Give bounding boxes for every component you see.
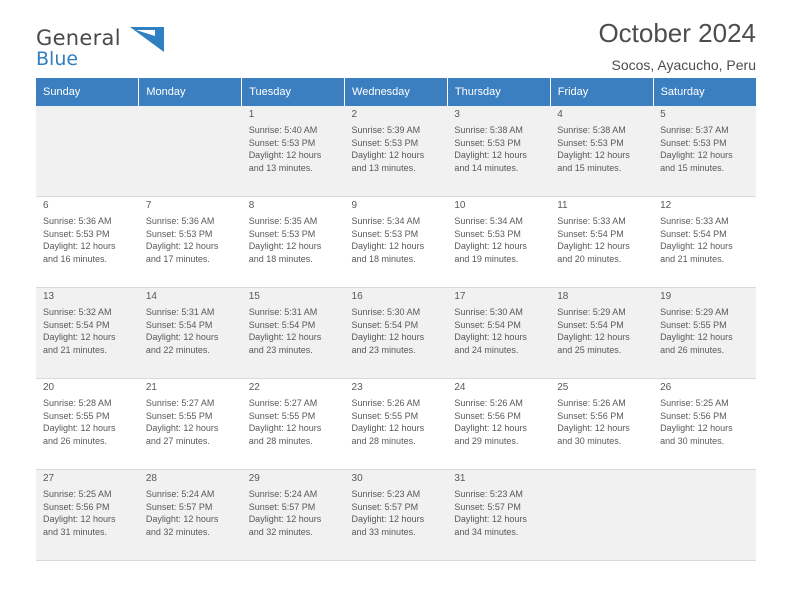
day-detail-line: Sunrise: 5:36 AM	[145, 216, 215, 227]
day-detail-line: Sunset: 5:54 PM	[660, 228, 727, 239]
day-detail-line: and 21 minutes.	[660, 253, 725, 264]
weekday-header-saturday: Saturday	[653, 78, 756, 106]
day-detail-line: and 28 minutes.	[248, 435, 313, 446]
day-number: 3	[454, 109, 460, 120]
day-detail-line: and 29 minutes.	[454, 435, 519, 446]
calendar-day-cell[interactable]	[36, 197, 139, 288]
day-detail-line: and 25 minutes.	[557, 344, 622, 355]
day-detail-line: Sunrise: 5:36 AM	[43, 216, 112, 227]
day-detail-line: Sunset: 5:53 PM	[248, 137, 316, 148]
page-header	[36, 0, 756, 72]
day-detail-line: and 15 minutes.	[557, 162, 622, 173]
day-detail-line: and 28 minutes.	[351, 435, 416, 446]
calendar-day-cell[interactable]	[36, 470, 139, 561]
day-detail-line: Sunset: 5:57 PM	[248, 501, 316, 512]
day-detail-line: Sunset: 5:53 PM	[454, 228, 521, 239]
day-detail-line: Sunrise: 5:24 AM	[145, 489, 215, 500]
day-detail-line: Daylight: 12 hours	[248, 241, 322, 252]
day-detail-line: Sunrise: 5:23 AM	[454, 489, 523, 500]
calendar-day-cell[interactable]	[345, 470, 448, 561]
day-detail-line: Daylight: 12 hours	[248, 332, 322, 343]
day-detail-line: Sunrise: 5:34 AM	[351, 216, 421, 227]
day-detail-line: and 23 minutes.	[351, 344, 416, 355]
day-detail-line: and 16 minutes.	[43, 253, 108, 264]
day-detail-line: Sunrise: 5:31 AM	[248, 307, 318, 318]
calendar-day-cell[interactable]	[345, 288, 448, 379]
day-number: 13	[43, 291, 55, 302]
day-detail-line: Daylight: 12 hours	[557, 423, 630, 434]
day-detail-line: Sunset: 5:54 PM	[454, 319, 521, 330]
day-detail-line: Sunset: 5:53 PM	[351, 137, 419, 148]
day-number: 6	[43, 200, 49, 211]
day-number: 9	[351, 200, 358, 211]
day-detail-line: and 22 minutes.	[145, 344, 210, 355]
calendar-day-cell[interactable]	[36, 379, 139, 470]
day-detail-line: Sunrise: 5:26 AM	[557, 398, 626, 409]
day-detail-line: Daylight: 12 hours	[454, 514, 527, 525]
day-detail-line: Sunrise: 5:31 AM	[145, 307, 215, 318]
day-number: 4	[557, 109, 563, 120]
day-detail-line: Sunset: 5:53 PM	[660, 137, 727, 148]
day-detail-line: Sunset: 5:53 PM	[454, 137, 521, 148]
calendar-day-cell[interactable]	[447, 197, 550, 288]
day-detail-line: Daylight: 12 hours	[557, 332, 630, 343]
day-number: 11	[557, 200, 568, 211]
day-detail-line: Daylight: 12 hours	[660, 423, 733, 434]
calendar-day-cell[interactable]	[345, 379, 448, 470]
day-detail-line: and 20 minutes.	[557, 253, 622, 264]
logo-text-general: General	[36, 26, 121, 50]
day-detail-line: Daylight: 12 hours	[145, 332, 219, 343]
weekday-header-thursday: Thursday	[447, 78, 550, 106]
day-detail-line: Daylight: 12 hours	[43, 241, 116, 252]
weekday-header-monday: Monday	[139, 78, 242, 106]
day-detail-line: Sunset: 5:55 PM	[145, 410, 213, 421]
day-detail-line: and 13 minutes.	[248, 162, 313, 173]
day-number: 17	[454, 291, 466, 302]
calendar-day-cell[interactable]	[345, 106, 448, 197]
page-title: October 2024	[598, 18, 756, 48]
calendar-day-cell[interactable]	[447, 379, 550, 470]
calendar-day-cell[interactable]	[139, 197, 242, 288]
day-detail-line: Sunset: 5:56 PM	[43, 501, 110, 512]
calendar-body	[36, 106, 756, 561]
day-detail-line: Sunrise: 5:29 AM	[557, 307, 626, 318]
day-number: 7	[145, 200, 152, 211]
day-detail-line: Sunrise: 5:25 AM	[660, 398, 729, 409]
day-detail-line: Sunrise: 5:25 AM	[43, 489, 112, 500]
day-detail-line: Sunset: 5:53 PM	[248, 228, 316, 239]
calendar-day-cell[interactable]	[550, 197, 653, 288]
day-number: 12	[660, 200, 672, 211]
day-detail-line: and 15 minutes.	[660, 162, 725, 173]
day-detail-line: Sunrise: 5:28 AM	[43, 398, 112, 409]
calendar-day-cell[interactable]	[139, 288, 242, 379]
day-detail-line: Sunset: 5:55 PM	[660, 319, 727, 330]
day-detail-line: Daylight: 12 hours	[454, 150, 527, 161]
day-detail-line: Sunrise: 5:32 AM	[43, 307, 112, 318]
day-detail-line: and 34 minutes.	[454, 526, 519, 537]
calendar-day-cell[interactable]	[550, 379, 653, 470]
day-detail-line: and 14 minutes.	[454, 162, 519, 173]
calendar-day-cell[interactable]	[345, 197, 448, 288]
calendar-header-row	[36, 78, 756, 106]
day-detail-line: Sunset: 5:54 PM	[248, 319, 316, 330]
day-number: 27	[43, 473, 55, 484]
day-detail-line: and 18 minutes.	[248, 253, 313, 264]
day-detail-line: Daylight: 12 hours	[248, 423, 322, 434]
calendar-day-cell[interactable]	[242, 197, 345, 288]
day-detail-line: Sunrise: 5:35 AM	[248, 216, 318, 227]
day-detail-line: Sunrise: 5:34 AM	[454, 216, 523, 227]
calendar-day-cell[interactable]	[550, 288, 653, 379]
day-detail-line: Sunrise: 5:30 AM	[351, 307, 421, 318]
day-detail-line: Daylight: 12 hours	[557, 241, 630, 252]
day-number: 31	[454, 473, 466, 484]
day-detail-line: Sunset: 5:55 PM	[351, 410, 419, 421]
day-detail-line: Sunrise: 5:27 AM	[248, 398, 318, 409]
day-detail-line: Sunrise: 5:24 AM	[248, 489, 318, 500]
day-number: 20	[43, 382, 55, 393]
calendar-day-cell[interactable]	[447, 470, 550, 561]
day-detail-line: Sunrise: 5:30 AM	[454, 307, 523, 318]
day-detail-line: and 30 minutes.	[557, 435, 622, 446]
day-detail-line: Daylight: 12 hours	[660, 241, 733, 252]
day-detail-line: and 18 minutes.	[351, 253, 416, 264]
day-detail-line: Sunrise: 5:33 AM	[660, 216, 729, 227]
day-detail-line: and 30 minutes.	[660, 435, 725, 446]
day-number: 5	[660, 109, 666, 120]
day-detail-line: Daylight: 12 hours	[454, 241, 527, 252]
day-detail-line: Sunrise: 5:39 AM	[351, 125, 421, 136]
day-number: 10	[454, 200, 466, 211]
day-detail-line: Sunset: 5:56 PM	[557, 410, 624, 421]
day-detail-line: Sunset: 5:56 PM	[454, 410, 521, 421]
day-detail-line: Daylight: 12 hours	[43, 514, 116, 525]
day-number: 8	[248, 200, 255, 211]
calendar-week-row	[36, 470, 756, 561]
day-detail-line: Sunset: 5:54 PM	[557, 228, 624, 239]
day-detail-line: and 32 minutes.	[145, 526, 210, 537]
day-number: 2	[351, 109, 358, 120]
day-detail-line: Daylight: 12 hours	[454, 423, 527, 434]
day-detail-line: Daylight: 12 hours	[145, 514, 219, 525]
day-number: 15	[248, 291, 260, 302]
day-number: 1	[248, 109, 255, 120]
calendar-day-cell[interactable]	[242, 106, 345, 197]
day-detail-line: Daylight: 12 hours	[454, 332, 527, 343]
calendar-table	[36, 78, 756, 561]
day-number: 25	[557, 382, 569, 393]
page-subtitle: Socos, Ayacucho, Peru	[611, 57, 756, 73]
calendar-day-cell[interactable]	[242, 288, 345, 379]
day-detail-line: Sunrise: 5:38 AM	[454, 125, 523, 136]
day-detail-line: Daylight: 12 hours	[351, 514, 425, 525]
day-detail-line: Sunrise: 5:23 AM	[351, 489, 421, 500]
logo-text-blue: Blue	[36, 48, 79, 70]
calendar-cell-empty	[139, 106, 242, 197]
day-detail-line: and 26 minutes.	[43, 435, 108, 446]
day-detail-line: Daylight: 12 hours	[351, 241, 425, 252]
calendar-day-cell[interactable]	[447, 288, 550, 379]
day-detail-line: Sunset: 5:53 PM	[351, 228, 419, 239]
day-number: 19	[660, 291, 672, 302]
calendar-day-cell[interactable]	[139, 379, 242, 470]
day-detail-line: Daylight: 12 hours	[660, 150, 733, 161]
day-detail-line: Daylight: 12 hours	[351, 423, 425, 434]
calendar-week-row	[36, 197, 756, 288]
calendar-week-row	[36, 379, 756, 470]
flag-icon	[130, 27, 164, 52]
day-number: 28	[145, 473, 157, 484]
calendar-week-row	[36, 288, 756, 379]
day-detail-line: and 26 minutes.	[660, 344, 725, 355]
day-detail-line: Sunset: 5:57 PM	[145, 501, 213, 512]
day-detail-line: Daylight: 12 hours	[43, 332, 116, 343]
day-detail-line: Sunset: 5:54 PM	[351, 319, 419, 330]
day-number: 23	[351, 382, 363, 393]
day-detail-line: Sunrise: 5:40 AM	[248, 125, 318, 136]
calendar-day-cell[interactable]	[447, 106, 550, 197]
day-detail-line: Sunset: 5:54 PM	[43, 319, 110, 330]
day-detail-line: and 19 minutes.	[454, 253, 519, 264]
day-number: 30	[351, 473, 363, 484]
weekday-header-wednesday: Wednesday	[345, 78, 448, 106]
day-detail-line: Daylight: 12 hours	[248, 514, 322, 525]
day-detail-line: Sunrise: 5:33 AM	[557, 216, 626, 227]
day-detail-line: Sunset: 5:55 PM	[248, 410, 316, 421]
day-detail-line: and 32 minutes.	[248, 526, 313, 537]
day-detail-line: Daylight: 12 hours	[351, 150, 425, 161]
calendar-cell-empty	[550, 470, 653, 561]
day-detail-line: and 13 minutes.	[351, 162, 416, 173]
weekday-header-sunday: Sunday	[36, 78, 139, 106]
day-detail-line: and 17 minutes.	[145, 253, 210, 264]
day-detail-line: Daylight: 12 hours	[660, 332, 733, 343]
weekday-header-friday: Friday	[550, 78, 653, 106]
day-detail-line: and 23 minutes.	[248, 344, 313, 355]
calendar-day-cell[interactable]	[653, 288, 756, 379]
day-number: 24	[454, 382, 466, 393]
calendar-week-row	[36, 106, 756, 197]
calendar-day-cell[interactable]	[653, 106, 756, 197]
day-detail-line: Sunset: 5:53 PM	[557, 137, 624, 148]
day-detail-line: Daylight: 12 hours	[248, 150, 322, 161]
day-number: 29	[248, 473, 260, 484]
calendar-day-cell[interactable]	[242, 470, 345, 561]
day-detail-line: Sunset: 5:53 PM	[145, 228, 213, 239]
day-detail-line: Sunrise: 5:26 AM	[454, 398, 523, 409]
day-detail-line: Sunrise: 5:26 AM	[351, 398, 421, 409]
day-detail-line: Sunset: 5:57 PM	[351, 501, 419, 512]
day-detail-line: Sunset: 5:54 PM	[557, 319, 624, 330]
day-number: 21	[145, 382, 157, 393]
day-detail-line: Sunset: 5:53 PM	[43, 228, 110, 239]
day-number: 22	[248, 382, 260, 393]
day-detail-line: and 21 minutes.	[43, 344, 108, 355]
day-number: 18	[557, 291, 569, 302]
calendar-day-cell[interactable]	[139, 470, 242, 561]
day-detail-line: Daylight: 12 hours	[145, 423, 219, 434]
day-detail-line: Daylight: 12 hours	[145, 241, 219, 252]
calendar-day-cell[interactable]	[653, 197, 756, 288]
day-detail-line: and 24 minutes.	[454, 344, 519, 355]
day-detail-line: and 31 minutes.	[43, 526, 108, 537]
weekday-header-tuesday: Tuesday	[242, 78, 345, 106]
day-detail-line: Sunrise: 5:29 AM	[660, 307, 729, 318]
day-detail-line: Sunset: 5:54 PM	[145, 319, 213, 330]
day-detail-line: Sunrise: 5:37 AM	[660, 125, 729, 136]
day-detail-line: Sunrise: 5:38 AM	[557, 125, 626, 136]
day-number: 26	[660, 382, 672, 393]
title-block	[598, 18, 756, 76]
day-detail-line: Sunrise: 5:27 AM	[145, 398, 215, 409]
calendar-day-cell[interactable]	[36, 288, 139, 379]
calendar-day-cell[interactable]	[242, 379, 345, 470]
day-detail-line: and 33 minutes.	[351, 526, 416, 537]
day-detail-line: Daylight: 12 hours	[351, 332, 425, 343]
day-detail-line: Daylight: 12 hours	[43, 423, 116, 434]
day-detail-line: Sunset: 5:55 PM	[43, 410, 110, 421]
day-detail-line: Sunset: 5:57 PM	[454, 501, 521, 512]
logo[interactable]	[36, 26, 216, 74]
day-number: 14	[145, 291, 157, 302]
day-number: 16	[351, 291, 363, 302]
calendar-cell-empty	[36, 106, 139, 197]
day-detail-line: Sunset: 5:56 PM	[660, 410, 727, 421]
day-detail-line: and 27 minutes.	[145, 435, 210, 446]
calendar-cell-empty	[653, 470, 756, 561]
day-detail-line: Daylight: 12 hours	[557, 150, 630, 161]
calendar-day-cell[interactable]	[653, 379, 756, 470]
calendar-day-cell[interactable]	[550, 106, 653, 197]
